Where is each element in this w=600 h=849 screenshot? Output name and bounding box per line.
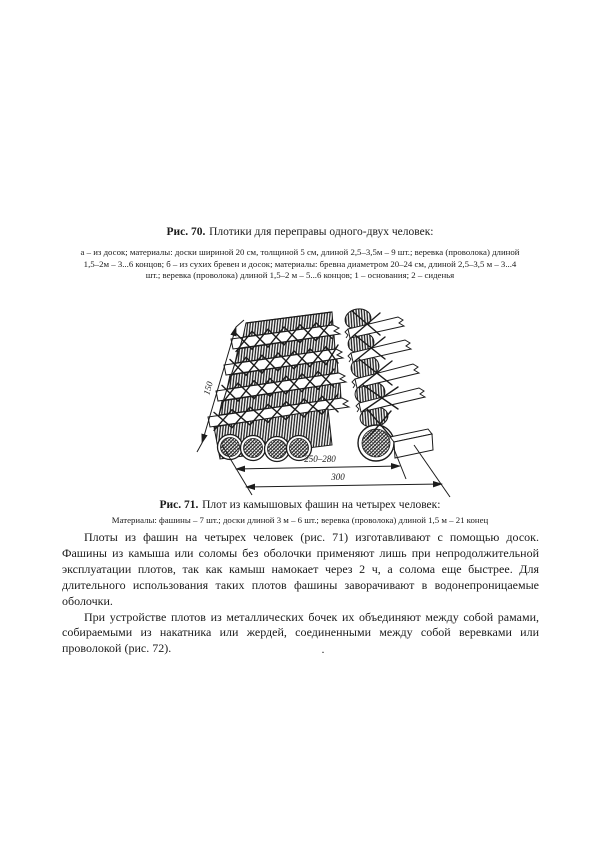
caption-line: шт.; веревка (проволока) длиной 1,5–2 м – 5...6 концов; 1 – основания; 2 – сиденья [145, 270, 455, 280]
figure-70-heading [0, 226, 600, 239]
figure-71-materials [0, 515, 600, 527]
raft-perspective-view [208, 312, 349, 462]
dim-label-250-280: 250–280 [304, 454, 336, 464]
figure-71-illustration [186, 303, 466, 499]
caption-line: 1,5–2м – 3...6 концов; б – из сухих бревен и досок; материалы: бревна диаметром 20–24 см, длиной 2,5–3,5 м – 3...4 [83, 258, 517, 269]
figure-70-caption [0, 247, 600, 282]
figure-71-heading [0, 499, 600, 512]
figure-71-label: Рис. 71. [159, 499, 199, 511]
raft-drawing [186, 303, 466, 499]
raft-end-view [343, 307, 433, 461]
caption-line: а – из досок; материалы: доски шириной 20 см, толщиной 5 см, длиной 2,5–3,5м – 9 шт.; веревка (проволока) длиной [80, 247, 520, 257]
figure-70-title: Плотики для переправы одного-двух человек: [209, 226, 434, 238]
figure-70-label: Рис. 70. [166, 226, 206, 238]
dim-label-300: 300 [331, 472, 345, 482]
body-paragraph-2: При устройстве плотов из металлических бочек их объединяют между собой рамами, собираемыми из накатника или жердей, соединенными между собой веревками или проволокой (рис. 72). [62, 609, 539, 656]
trailing-dot: . [321, 642, 325, 656]
body-paragraph-1: Плоты из фашин на четырех человек (рис. 71) изготавливают с помощью досок. Фашины из камыша или соломы без оболочки применяют лишь при непродолжительной эксплуатации плотов, так как камыш намокает через 2 ч, а солома еще быстрее. Для длительного использования таких плотов фашины заворачивают в водонепроницаемые оболочки. [62, 530, 539, 608]
materials-line: Материалы: фашины – 7 шт.; доски длиной 3 м – 6 шт.; веревка (проволока) длиной 1,5 м – 21 конец [111, 515, 489, 525]
figure-71-title: Плот из камышовых фашин на четырех человек: [202, 499, 441, 511]
body-text-block [62, 530, 539, 657]
dim-label-150: 150 [201, 380, 215, 397]
